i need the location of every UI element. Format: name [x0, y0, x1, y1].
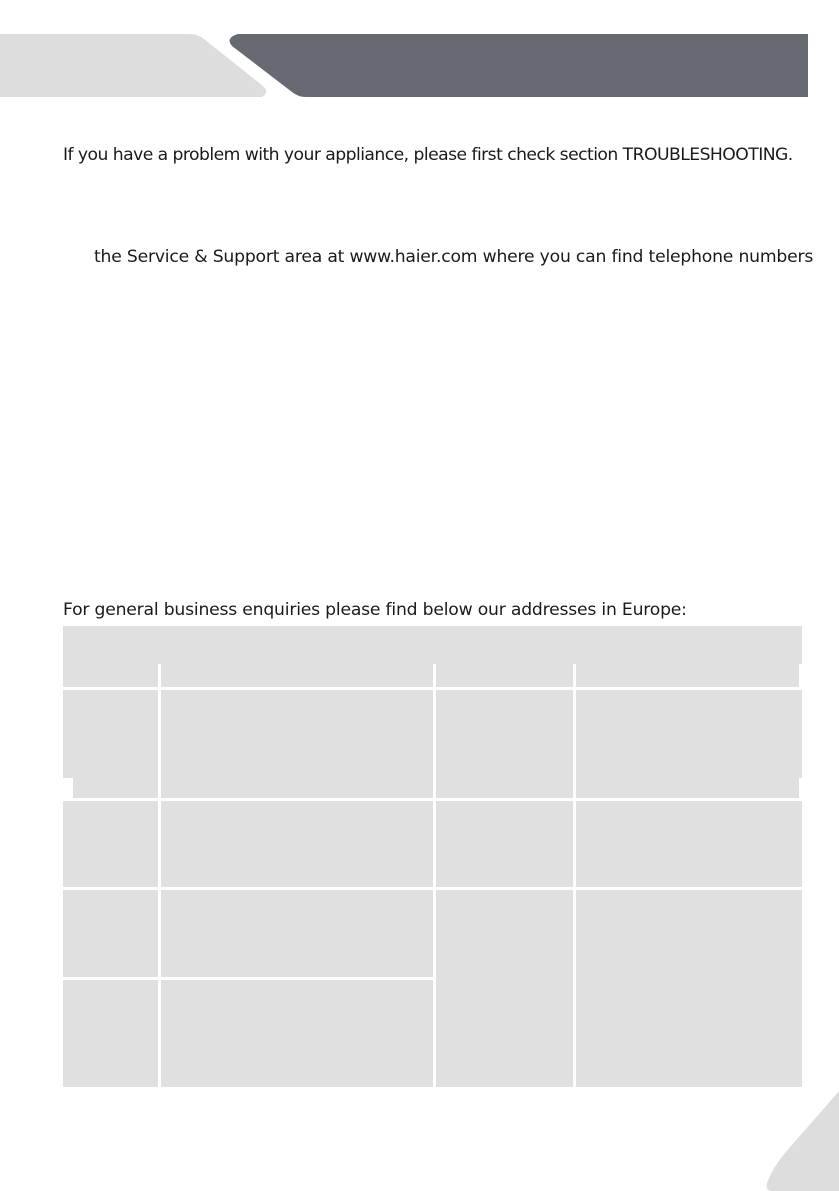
header-right-edge [799, 664, 802, 687]
page-corner-mark [765, 1091, 839, 1191]
header-column-divider-2 [433, 664, 436, 687]
header-column-divider-1 [158, 664, 161, 687]
header-bar-dark [228, 34, 808, 98]
row-divider-2 [63, 887, 802, 890]
row-1-right-gap [799, 778, 802, 798]
service-support-text: the Service & Support area at www.haier.com where you can find telephone numbers [94, 247, 814, 267]
table-header-row [63, 626, 802, 662]
row-divider-3 [63, 977, 434, 980]
business-enquiries-text: For general business enquiries please find below our addresses in Europe: [63, 600, 687, 620]
europe-addresses-table [63, 626, 802, 1087]
row-1-left-gap [63, 778, 73, 798]
troubleshooting-intro-text: If you have a problem with your appliance, please first check section TROUBLESHOOTING. [63, 145, 793, 165]
row-divider-1 [63, 798, 802, 801]
header-column-divider-3 [573, 664, 576, 687]
